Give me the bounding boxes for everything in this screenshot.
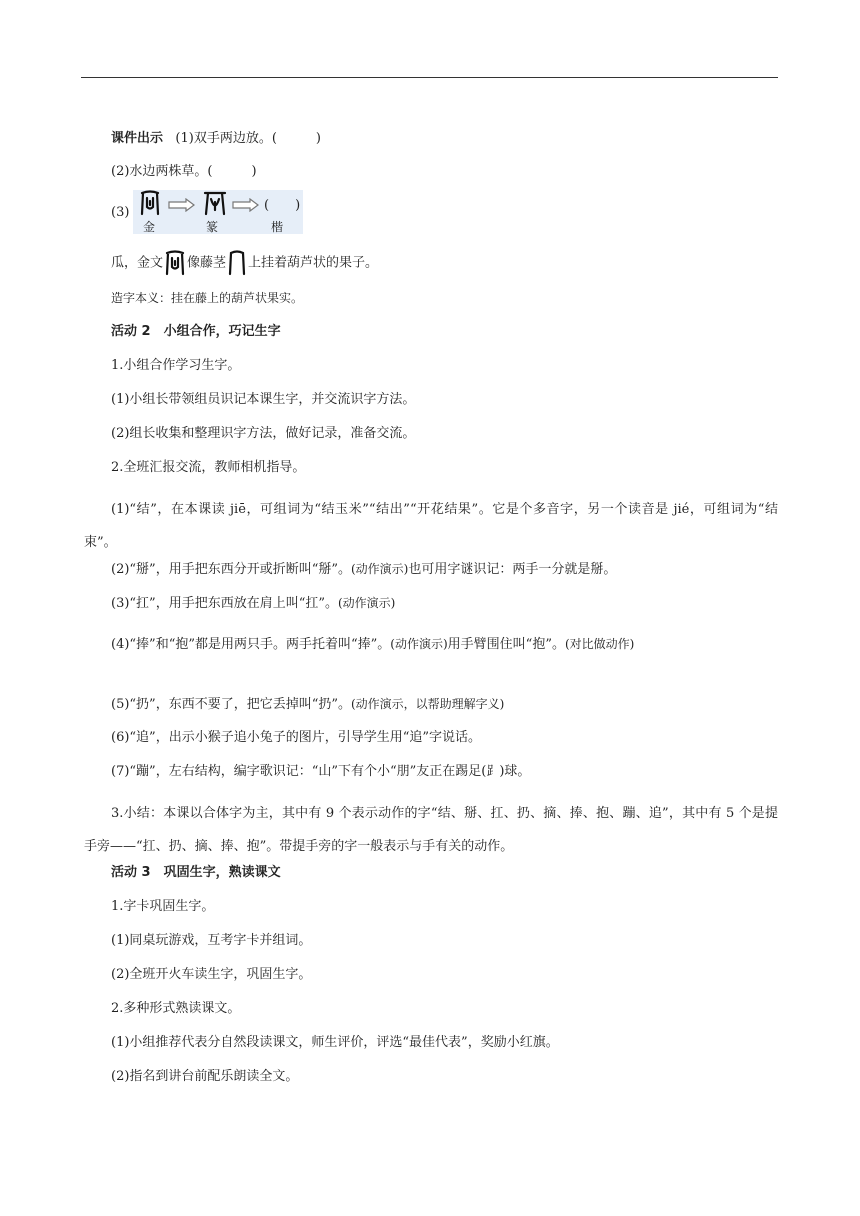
a2-kang-line: (3)“扛”，用手把东西放在肩上叫“扛”。(动作演示) [111, 596, 396, 611]
vine-stem-inline-icon [227, 250, 247, 276]
a3-step-2-1: (1)小组推荐代表分自然段读课文，师生评价，评选“最佳代表”，奖励小红旗。 [111, 1035, 559, 1050]
a2-step-2: 2.全班汇报交流，教师相机指导。 [111, 460, 306, 475]
arrow-right-icon-2 [232, 198, 260, 212]
a2-step-1-1: (1)小组长带领组员识记本课生字，并交流识字方法。 [111, 392, 416, 407]
riddle-2: (2)水边两株草。( ) [111, 164, 257, 179]
a2-summary-paragraph [84, 797, 778, 863]
bronze-gua-inline-icon [164, 250, 186, 276]
a2-zhui-line: (6)“追”，出示小猴子追小兔子的图片，引导学生用“追”字说话。 [111, 730, 481, 745]
a2-step-1-2: (2)组长收集和整理识字方法，做好记录，准备交流。 [111, 426, 416, 441]
a3-step-2: 2.多种形式熟读课文。 [111, 1001, 241, 1016]
activity-3-heading: 活动 3 巩固生字，熟读课文 [111, 865, 281, 880]
a2-step-1: 1.小组合作学习生字。 [111, 358, 241, 373]
regular-script-blank: ( ) [264, 198, 301, 213]
header-rule [81, 77, 778, 78]
a2-beng-line: (7)“蹦”，左右结构，编字歌识记：“山”下有个小“朋”友正在踢足(⻊)球。 [111, 764, 531, 779]
courseware-label: 课件出示 [111, 131, 164, 146]
riddle-3-number: (3) [111, 205, 130, 220]
activity-2-heading: 活动 2 小组合作，巧记生字 [111, 324, 281, 339]
caption-seal: 篆 [206, 220, 219, 234]
riddle-1: (1)双手两边放。( ) [175, 131, 321, 146]
a3-step-1: 1.字卡巩固生字。 [111, 899, 215, 914]
gua-explanation: 瓜，金文 像藤茎 上挂着葫芦状的果子。 [111, 250, 378, 276]
a3-step-2-2: (2)指名到讲台前配乐朗读全文。 [111, 1069, 299, 1084]
a2-jie-paragraph: (1)“结”，在本课读 jiē，可组词为“结玉米”“结出”“开花结果”。它是个多音字，另一个读音是 jié，可组词为“结束”。 [84, 502, 778, 550]
arrow-right-icon-1 [168, 198, 196, 212]
seal-script-gua-icon [202, 190, 228, 216]
character-origin: 造字本义：挂在藤上的葫芦状果实。 [111, 291, 304, 305]
a2-reng-line: (5)“扔”，东西不要了，把它丢掉叫“扔”。(动作演示，以帮助理解字义) [111, 697, 505, 712]
a2-bai-line: (2)“掰”，用手把东西分开或折断叫“掰”。(动作演示)也可用字谜识记：两手一分就是掰。 [111, 562, 617, 577]
a3-step-1-1: (1)同桌玩游戏，互考字卡并组词。 [111, 933, 312, 948]
bronze-script-gua-icon [138, 190, 162, 216]
summary-text: 本课以合体字为主，其中有 9 个表示动作的字“结、掰、扛、扔、摘、捧、抱、蹦、追”，其中有 5 个是提手旁——“扛、扔、摘、捧、抱”。带提手旁的字一般表示与手有关的动作。 [84, 806, 778, 854]
a2-peng-bao-paragraph: (4)“捧”和“抱”都是用两只手。两手托着叫“捧”。(动作演示)用手臂围住叫“抱”。(对比做动作) [111, 637, 635, 652]
a3-step-1-2: (2)全班开火车读生字，巩固生字。 [111, 967, 312, 982]
caption-bronze: 金 [143, 220, 156, 234]
summary-label: 3.小结： [111, 806, 164, 821]
courseware-line-1 [111, 130, 321, 148]
caption-regular: 楷 [271, 220, 284, 234]
